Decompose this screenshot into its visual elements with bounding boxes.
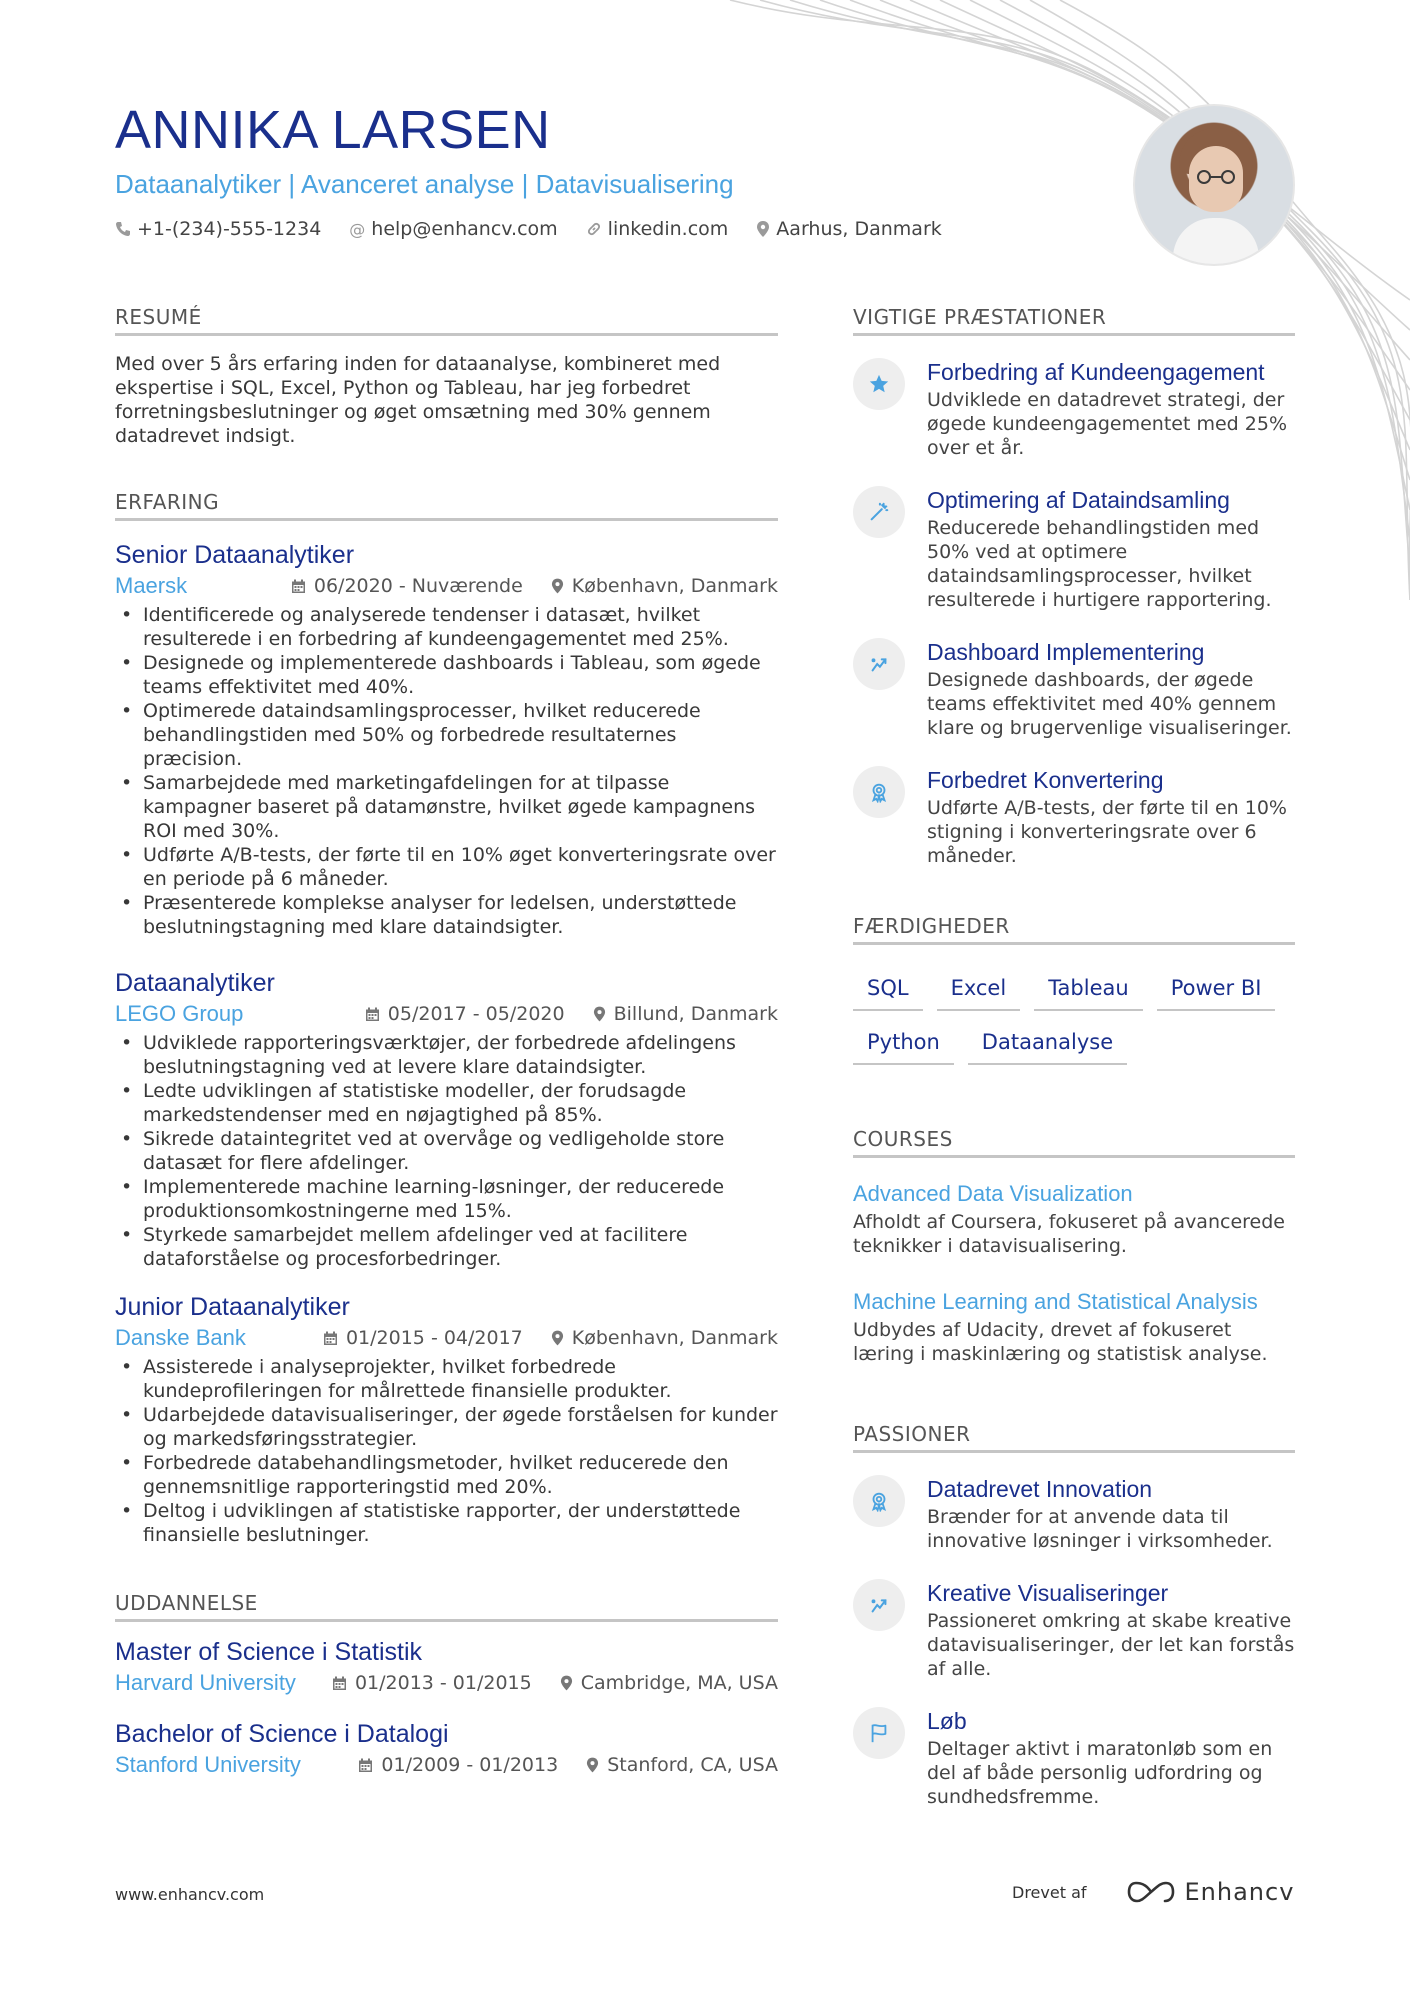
location-pin-icon <box>593 1006 606 1022</box>
job-location <box>551 1325 778 1351</box>
passion-title: Datadrevet Innovation <box>927 1476 1153 1502</box>
job-entry <box>115 539 778 939</box>
brand-name: Enhancv <box>1184 1878 1295 1906</box>
company-name: Danske Bank <box>115 1325 246 1350</box>
achievement-desc: Reducerede behandlingstiden med 50% ved at optimere dataindsamlingsprocesser, hvilket resulterede i hurtigere rapportering. <box>927 517 1272 611</box>
course-item <box>853 1288 1295 1366</box>
skill-tag: Dataanalyse <box>968 1025 1127 1065</box>
course-title: Machine Learning and Statistical Analysis <box>853 1289 1258 1314</box>
achievement-item <box>853 638 1295 740</box>
bullet: • Ledte udviklingen af statistiske modeller, der forudsagde markedstendenser med en nøjagtighed på 85%. <box>115 1079 778 1127</box>
job-meta <box>115 573 778 599</box>
experience-section <box>115 490 778 1547</box>
contact-linkedin[interactable] <box>586 218 729 240</box>
email-text: help@enhancv.com <box>371 218 558 240</box>
job-title: Dataanalytiker <box>115 969 275 997</box>
education-location <box>560 1670 778 1696</box>
location-pin-icon <box>756 221 770 237</box>
job-location-text: København, Danmark <box>571 575 778 597</box>
footer-branding <box>1012 1878 1294 1906</box>
skill-tag: SQL <box>853 971 923 1011</box>
education-location-text: Stanford, CA, USA <box>607 1754 778 1776</box>
education-location-text: Cambridge, MA, USA <box>580 1672 778 1694</box>
job-bullets <box>115 603 778 939</box>
footer-website[interactable]: www.enhancv.com <box>115 1885 265 1904</box>
education-meta <box>115 1752 778 1778</box>
degree-title: Bachelor of Science i Datalogi <box>115 1720 449 1748</box>
location-pin-icon <box>551 1330 564 1346</box>
passion-desc: Passioneret omkring at skabe kreative datavisualiseringer, der let kan forstås af alle. <box>927 1610 1295 1680</box>
summary-text: Med over 5 års erfaring inden for dataanalyse, kombineret med ekspertise i SQL, Excel, Python og Tableau, har jeg forbedret forretningsbeslutninger og øget omsætning med 30% gennem datadrevet indsigt. <box>115 353 721 447</box>
job-bullets <box>115 1355 778 1547</box>
header <box>115 100 1135 240</box>
bullet: • Assisterede i analyseprojekter, hvilket forbedrede kundeprofileringen for målrettede finansielle produkter. <box>115 1355 778 1403</box>
link-icon <box>586 221 602 237</box>
passions-section <box>853 1422 1295 1809</box>
achievement-item <box>853 766 1295 868</box>
summary-heading: RESUMÉ <box>115 305 778 336</box>
passion-title: Kreative Visualiseringer <box>927 1580 1169 1606</box>
bullet: • Designede og implementerede dashboards i Tableau, som øgede teams effektivitet med 40%. <box>115 651 778 699</box>
powered-by-text: Drevet af <box>1012 1882 1087 1902</box>
company-name: Maersk <box>115 573 188 598</box>
achievement-title: Dashboard Implementering <box>927 639 1205 665</box>
candidate-name: ANNIKA LARSEN <box>115 100 551 160</box>
bullet: • Identificerede og analyserede tendenser i datasæt, hvilket resulterede i en forbedring af kundeengagementet med 25%. <box>115 603 778 651</box>
achievement-desc: Udførte A/B-tests, der førte til en 10% stigning i konverteringsrate over 6 måneder. <box>927 797 1287 867</box>
job-dates-text: 06/2020 - Nuværende <box>313 575 523 597</box>
at-icon: @ <box>349 219 366 239</box>
job-location <box>593 1001 778 1027</box>
skills-heading: FÆRDIGHEDER <box>853 914 1295 945</box>
job-dates <box>291 573 523 599</box>
achievements-section <box>853 305 1295 868</box>
education-heading: UDDANNELSE <box>115 1591 778 1622</box>
education-section <box>115 1591 778 1778</box>
summary-section <box>115 305 778 448</box>
degree-title: Master of Science i Statistik <box>115 1638 423 1666</box>
education-meta <box>115 1670 778 1696</box>
profile-photo <box>1133 104 1295 266</box>
bullet: • Samarbejdede med marketingafdelingen for at tilpasse kampagner baseret på datamønstre, hvilket øgede kampagnens ROI med 30%. <box>115 771 778 843</box>
flag-icon <box>853 1707 905 1759</box>
candidate-subtitle: Dataanalytiker | Avanceret analyse | Datavisualisering <box>115 169 734 199</box>
phone-icon <box>115 221 131 237</box>
location-pin-icon <box>586 1757 599 1773</box>
bullet: • Deltog i udviklingen af statistiske rapporter, der understøttede finansielle beslutninger. <box>115 1499 778 1547</box>
job-entry <box>115 967 778 1271</box>
bullet: • Præsenterede komplekse analyser for ledelsen, understøttede beslutningstagning med klare dataindsigter. <box>115 891 778 939</box>
bullet: • Styrkede samarbejdet mellem afdelinger ved at facilitere dataforståelse og procesforbedringer. <box>115 1223 778 1271</box>
calendar-icon <box>323 1331 338 1346</box>
calendar-icon <box>365 1007 380 1022</box>
bullet: • Implementerede machine learning-løsninger, der reducerede produktionsomkostningerne med 15%. <box>115 1175 778 1223</box>
infinity-logo-icon <box>1127 1881 1175 1903</box>
skill-tag: Python <box>853 1025 954 1065</box>
chart-arrow-icon <box>853 638 905 690</box>
courses-heading: COURSES <box>853 1127 1295 1158</box>
contact-phone[interactable] <box>115 218 321 240</box>
magic-wand-icon <box>853 486 905 538</box>
award-icon <box>853 1475 905 1527</box>
passion-desc: Deltager aktivt i maratonløb som en del af både personlig udfordring og sundhedsfremme. <box>927 1738 1273 1808</box>
company-name: LEGO Group <box>115 1001 244 1026</box>
job-dates-text: 01/2015 - 04/2017 <box>345 1327 523 1349</box>
skill-tag: Tableau <box>1034 971 1142 1011</box>
job-title: Senior Dataanalytiker <box>115 541 355 569</box>
course-item <box>853 1180 1295 1258</box>
achievement-title: Optimering af Dataindsamling <box>927 487 1230 513</box>
education-dates <box>358 1752 558 1778</box>
bullet: • Optimerede dataindsamlingsprocesser, hvilket reducerede behandlingstiden med 50% og forbedrede resultaternes præcision. <box>115 699 778 771</box>
job-meta <box>115 1325 778 1351</box>
achievement-desc: Udviklede en datadrevet strategi, der øgede kundeengagementet med 25% over et år. <box>927 389 1287 459</box>
courses-section <box>853 1127 1295 1366</box>
job-dates <box>365 1001 565 1027</box>
job-location <box>551 573 778 599</box>
achievements-heading: VIGTIGE PRÆSTATIONER <box>853 305 1295 336</box>
course-title: Advanced Data Visualization <box>853 1181 1133 1206</box>
education-entry <box>115 1718 778 1778</box>
contact-location <box>756 218 941 240</box>
job-location-text: Billund, Danmark <box>613 1003 778 1025</box>
star-icon <box>853 358 905 410</box>
skills-list <box>853 971 1295 1065</box>
achievement-item <box>853 358 1295 460</box>
chart-arrow-icon <box>853 1579 905 1631</box>
calendar-icon <box>332 1676 347 1691</box>
school-name: Stanford University <box>115 1752 301 1777</box>
course-desc: Afholdt af Coursera, fokuseret på avancerede teknikker i datavisualisering. <box>853 1211 1285 1257</box>
passion-title: Løb <box>927 1708 967 1734</box>
experience-heading: ERFARING <box>115 490 778 521</box>
passion-item <box>853 1707 1295 1809</box>
education-dates <box>332 1670 532 1696</box>
location-pin-icon <box>560 1675 573 1691</box>
passions-heading: PASSIONER <box>853 1422 1295 1453</box>
phone-text: +1-(234)-555-1234 <box>137 218 322 240</box>
skill-tag: Power BI <box>1157 971 1276 1011</box>
job-title: Junior Dataanalytiker <box>115 1293 350 1321</box>
location-pin-icon <box>551 578 564 594</box>
skill-tag: Excel <box>937 971 1021 1011</box>
job-bullets <box>115 1031 778 1271</box>
job-location-text: København, Danmark <box>571 1327 778 1349</box>
left-column <box>115 305 778 1778</box>
contact-email[interactable] <box>349 218 557 240</box>
achievement-title: Forbedret Konvertering <box>927 767 1164 793</box>
award-icon <box>853 766 905 818</box>
achievement-item <box>853 486 1295 612</box>
passion-desc: Brænder for at anvende data til innovative løsninger i virksomheder. <box>927 1506 1273 1552</box>
linkedin-text: linkedin.com <box>607 218 729 240</box>
education-entry <box>115 1636 778 1696</box>
contact-bar <box>115 218 1135 240</box>
job-dates <box>323 1325 523 1351</box>
course-desc: Udbydes af Udacity, drevet af fokuseret læring i maskinlæring og statistisk analyse. <box>853 1319 1268 1365</box>
bullet: • Udarbejdede datavisualiseringer, der øgede forståelsen for kunder og markedsføringsstrategier. <box>115 1403 778 1451</box>
achievement-title: Forbedring af Kundeengagement <box>927 359 1265 385</box>
education-dates-text: 01/2013 - 01/2015 <box>354 1672 532 1694</box>
bullet: • Sikrede dataintegritet ved at overvåge og vedligeholde store datasæt for flere afdelinger. <box>115 1127 778 1175</box>
calendar-icon <box>291 579 306 594</box>
job-entry <box>115 1291 778 1547</box>
school-name: Harvard University <box>115 1670 296 1695</box>
job-dates-text: 05/2017 - 05/2020 <box>387 1003 565 1025</box>
right-column <box>853 305 1295 1809</box>
bullet: • Forbedrede databehandlingsmetoder, hvilket reducerede den gennemsnitlige rapporteringstid med 20%. <box>115 1451 778 1499</box>
passion-item <box>853 1579 1295 1681</box>
job-meta <box>115 1001 778 1027</box>
bullet: • Udviklede rapporteringsværktøjer, der forbedrede afdelingens beslutningstagning ved at levere klare dataindsigter. <box>115 1031 778 1079</box>
skills-section <box>853 914 1295 1065</box>
enhancv-logo[interactable] <box>1127 1878 1295 1906</box>
education-location <box>586 1752 778 1778</box>
achievement-desc: Designede dashboards, der øgede teams effektivitet med 40% gennem klare og brugervenlige visualiseringer. <box>927 669 1292 739</box>
calendar-icon <box>358 1758 373 1773</box>
passion-item <box>853 1475 1295 1553</box>
bullet: • Udførte A/B-tests, der førte til en 10% øget konverteringsrate over en periode på 6 måneder. <box>115 843 778 891</box>
education-dates-text: 01/2009 - 01/2013 <box>381 1754 559 1776</box>
location-text: Aarhus, Danmark <box>776 218 942 240</box>
